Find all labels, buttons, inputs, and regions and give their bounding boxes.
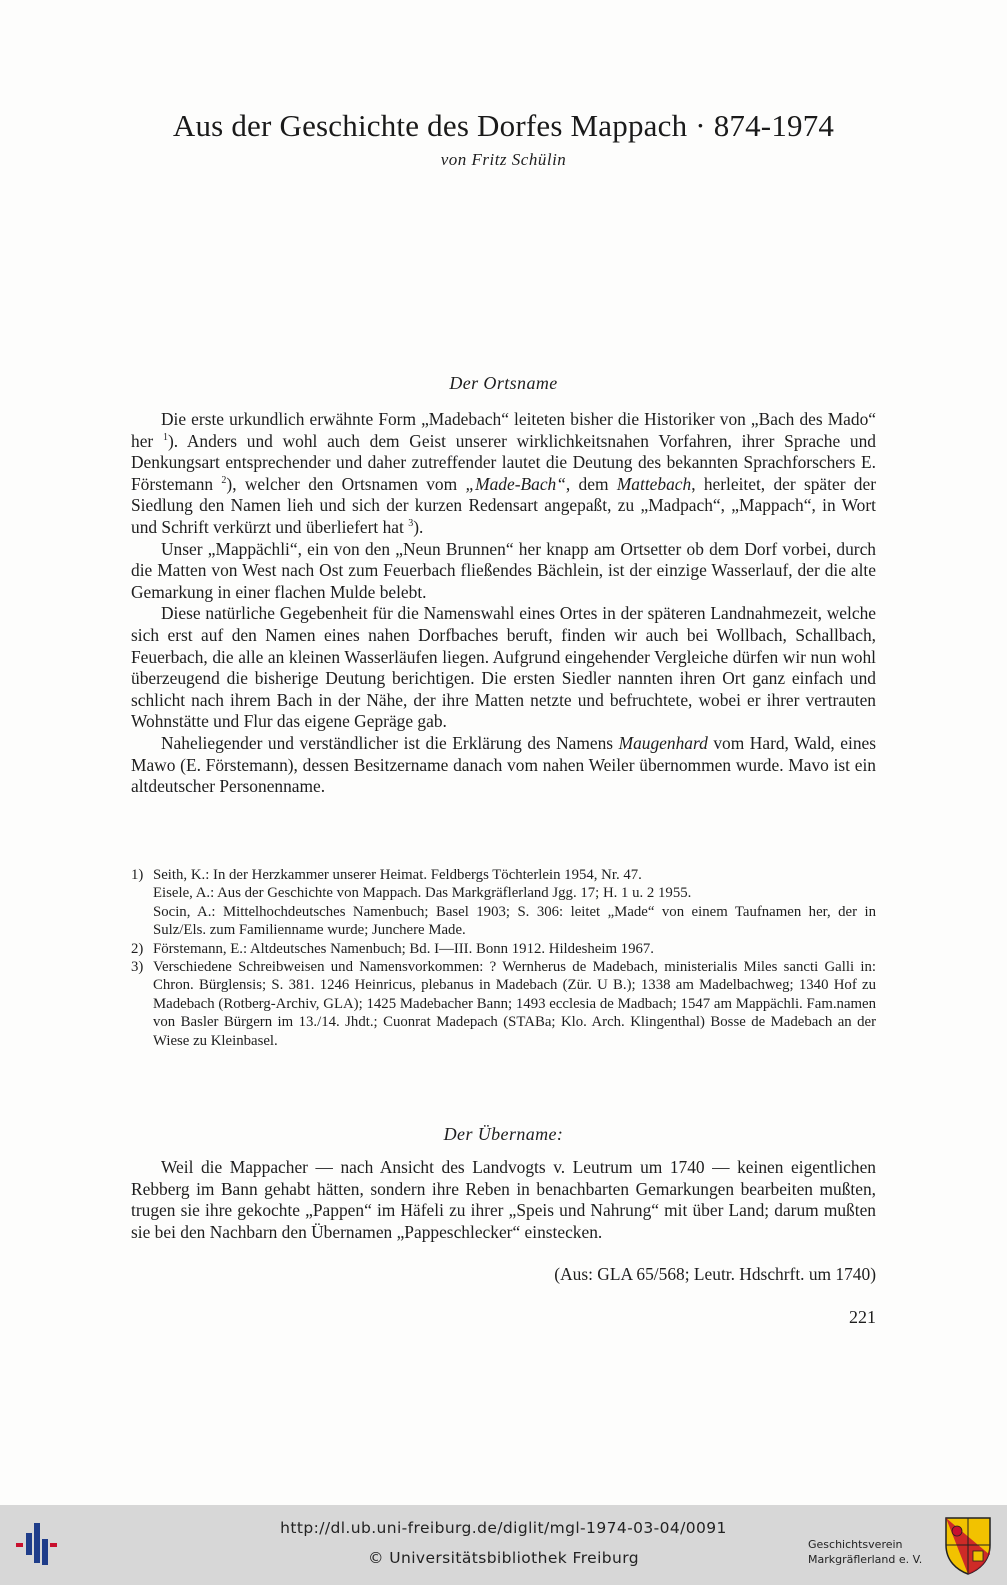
footnote-number: 1): [131, 867, 144, 883]
footnote-line: Eisele, A.: Aus der Geschichte von Mappach. Das Markgräflerland Jgg. 17; H. 1 u. 2 1955.: [153, 885, 692, 902]
society-line: Markgräflerland e. V.: [808, 1553, 923, 1566]
article-title: Aus der Geschichte des Dorfes Mappach · 874-1974: [172, 108, 835, 143]
text-run: ). Anders und wohl auch dem Geist unserer wirklichkeitsnahen Vorfahren, ihrer Sprache und Denkungsart entsprechender und daher zutreffender lautet die Deutung des bekannten Sprachforschers E. Förstemann: [131, 430, 876, 494]
footnotes: [131, 866, 876, 1050]
footnote-ref: 3: [408, 518, 414, 530]
footnote-line: Seith, K.: In der Herzkammer unserer Heimat. Feldbergs Töchterlein 1954, Nr. 47.: [153, 867, 642, 883]
footnote-line: Förstemann, E.: Altdeutsches Namenbuch; Bd. I—III. Bonn 1912. Hildesheim 1967.: [153, 940, 654, 957]
section-body-uebername: [131, 1157, 876, 1243]
coat-of-arms-icon: [943, 1515, 993, 1577]
text-run: ).: [413, 516, 424, 537]
footnote-line: Verschiedene Schreibweisen und Namensvorkommen: ? Wernherus de Madebach, ministerialis Miles sancti Galli in: Chron. Bürglensis; S. 381. 1246 Heinricus, plebanus in Madebach (Zür. U B.); 1338 am Madelbachweg; 1340 Hof zu Madebach (Rotberg-Archiv, GLA); 1425 Madebacher Bann; 1493 ecclesia de Madbach; 1547 am Mappächli. Fam.namen von Basler Bürgern im 13./14. Jhdt.; Cuonrat Madepach (STABa; Klo. Arch. Klingenthal) Bosse de Madebach an der Wiese zu Kleinbasel.: [153, 959, 876, 1049]
paragraph: [131, 733, 876, 798]
source-attribution: (Aus: GLA 65/568; Leutr. Hdschrft. um 1740): [554, 1264, 876, 1284]
text-run: Naheliegender und verständlicher ist die Erklärung des Namens: [161, 732, 619, 753]
paragraph: Weil die Mappacher — nach Ansicht des Landvogts v. Leutrum um 1740 — keinen eigentlichen Rebberg im Bann gehabt hätten, sondern ihre Reben in benachbarten Gemarkungen bearbeiten mußten, trugen sie ihre gekochte „Pappen“ im Häfeli zu ihrer „Speis und Nahrung“ mit über Land; darum mußten sie bei den Nachbarn den Übernamen „Pappeschlecker“ einstecken.: [131, 1157, 876, 1242]
section-body-ortsname: [131, 409, 876, 798]
copyright-notice: © Universitätsbibliothek Freiburg: [368, 1549, 639, 1567]
text-run: , herleitet, der später der Siedlung den Namen lieh und sich der kurzen Redensart angepaßt, zu „Madpach“, „Mappach“, in Wort und Schrift verkürzt und überliefert hat: [131, 473, 876, 537]
footnote-2: [131, 940, 876, 958]
footnote-ref: 1: [162, 431, 168, 443]
emphasis: Mattebach: [616, 473, 692, 494]
emphasis: „Made-Bach“: [465, 473, 566, 494]
footnote-number: 3): [131, 959, 144, 976]
society-line: Geschichtsverein: [808, 1538, 903, 1551]
library-footer-bar: [0, 1505, 1007, 1585]
permalink-url[interactable]: http://dl.ub.uni-freiburg.de/diglit/mgl-1974-03-04/0091: [280, 1519, 727, 1537]
text-run: vom Hard, Wald, eines Mawo (E. Förstemann), dessen Besitzername danach vom nahen Weiler übernommen wurde. Mavo ist ein altdeutscher Personenname.: [131, 732, 876, 797]
footnote-ref: 2: [221, 474, 227, 486]
society-name: [808, 1537, 938, 1567]
emphasis: Maugenhard: [618, 732, 708, 753]
paragraph: Diese natürliche Gegebenheit für die Namenswahl eines Ortes in der späteren Landnahmezeit, welche sich erst auf den Namen eines nahen Dorfbaches beruft, finden wir auch bei Wollbach, Schallbach, Feuerbach, die alle an kleinen Wasserläufen liegen. Aufgrund eingehender Vergleiche dürfen wir nun wohl überzeugend die bisherige Deutung berichtigen. Die ersten Siedler nannten ihren Ort ganz einfach und schlicht nach ihrem Bach in der Nähe, der ihre Matten netzte und befruchtete, wobei er ihrer vertrauten Wohnstätte und Flur das eigene Gepräge gab.: [131, 603, 876, 732]
footnote-line: Socin, A.: Mittelhochdeutsches Namenbuch; Basel 1903; S. 306: leitet „Made“ von einem Taufnamen her, der in Sulz/Els. zum Familienname wurde; Junchere Made.: [153, 903, 876, 939]
paragraph: Unser „Mappächli“, ein von den „Neun Brunnen“ her knapp am Ortsetter ob dem Dorf vorbei, durch die Matten von West nach Ost zum Feuerbach fließendes Bächlein, ist der einzige Wasserlauf, der die alte Gemarkung in einer flachen Mulde belebt.: [131, 538, 876, 602]
page-number: 221: [849, 1307, 876, 1327]
footnote-1: [131, 866, 876, 940]
text-run: Die erste urkundlich erwähnte Form „Madebach“ leiteten bisher die Historiker von „Bach des Mado“ her: [131, 409, 876, 451]
text-run: ), welcher den Ortsnamen vom: [226, 473, 466, 494]
paragraph: [131, 409, 876, 539]
footnote-number: 2): [131, 940, 144, 957]
section-heading-ortsname: Der Ortsname: [449, 373, 558, 393]
article-author: von Fritz Schülin: [440, 150, 567, 169]
section-heading-uebername: Der Übername:: [443, 1124, 564, 1144]
footnote-3: [131, 958, 876, 1050]
text-run: , dem: [565, 473, 617, 494]
